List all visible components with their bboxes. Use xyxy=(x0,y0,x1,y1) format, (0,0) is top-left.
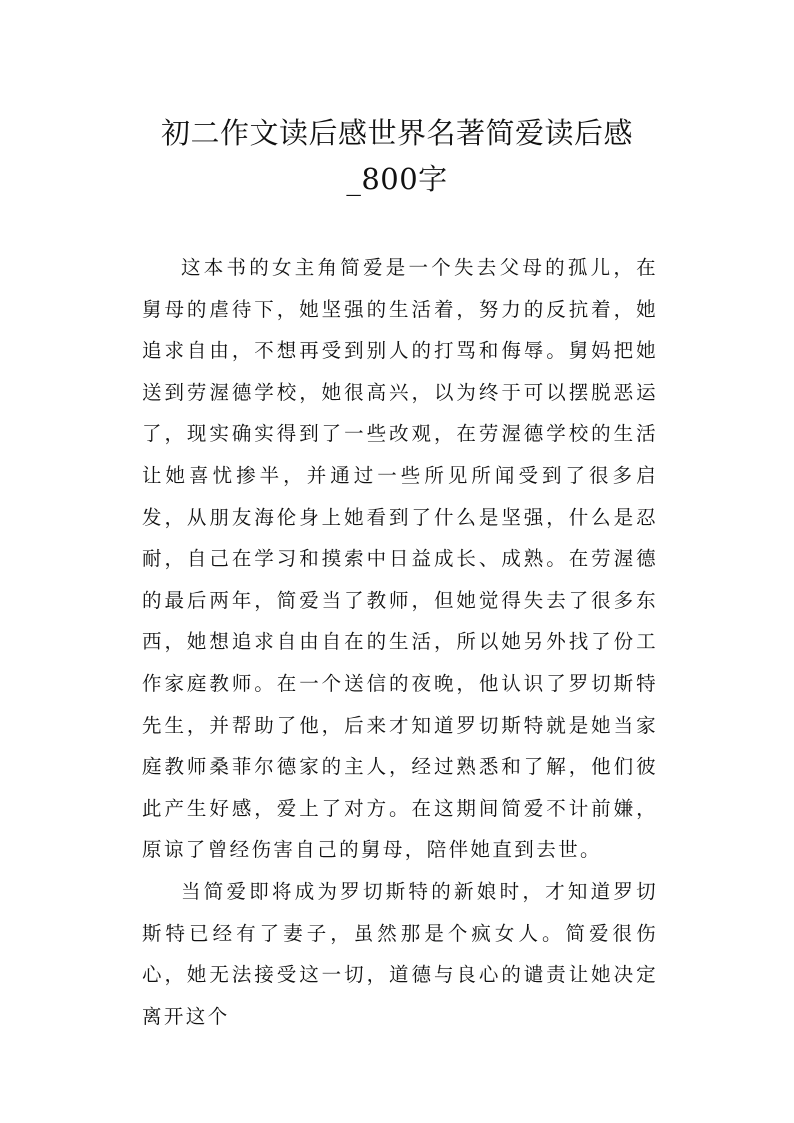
title-line-2: _800字 xyxy=(346,162,448,196)
paragraph-1: 这本书的女主角简爱是一个失去父母的孤儿，在舅母的虐待下，她坚强的生活着，努力的反抗着，她追求自由，不想再受到别人的打骂和侮辱。舅妈把她送到劳渥德学校，她很高兴，以为终于可以摆脱恶运了，现实确实得到了一些改观，在劳渥德学校的生活让她喜忧掺半，并通过一些所见所闻受到了很多启发，从朋友海伦身上她看到了什么是坚强，什么是忍耐，自己在学习和摸索中日益成长、成熟。在劳渥德的最后两年，简爱当了教师，但她觉得失去了很多东西，她想追求自由自在的生活，所以她另外找了份工作家庭教师。在一个送信的夜晚，他认识了罗切斯特先生，并帮助了他，后来才知道罗切斯特就是她当家庭教师桑菲尔德家的主人，经过熟悉和了解，他们彼此产生好感，爱上了对方。在这期间简爱不计前嫌，原谅了曾经伤害自己的舅母，陪伴她直到去世。 xyxy=(142,256,658,862)
paragraph-2: 当简爱即将成为罗切斯特的新娘时，才知道罗切斯特已经有了妻子，虽然那是个疯女人。简爱很伤心，她无法接受这一切，道德与良心的谴责让她决定离开这个 xyxy=(142,879,658,1028)
document-body xyxy=(142,247,658,1037)
document-title xyxy=(100,110,694,202)
title-line-1: 初二作文读后感世界名著简爱读后感 xyxy=(160,116,633,150)
